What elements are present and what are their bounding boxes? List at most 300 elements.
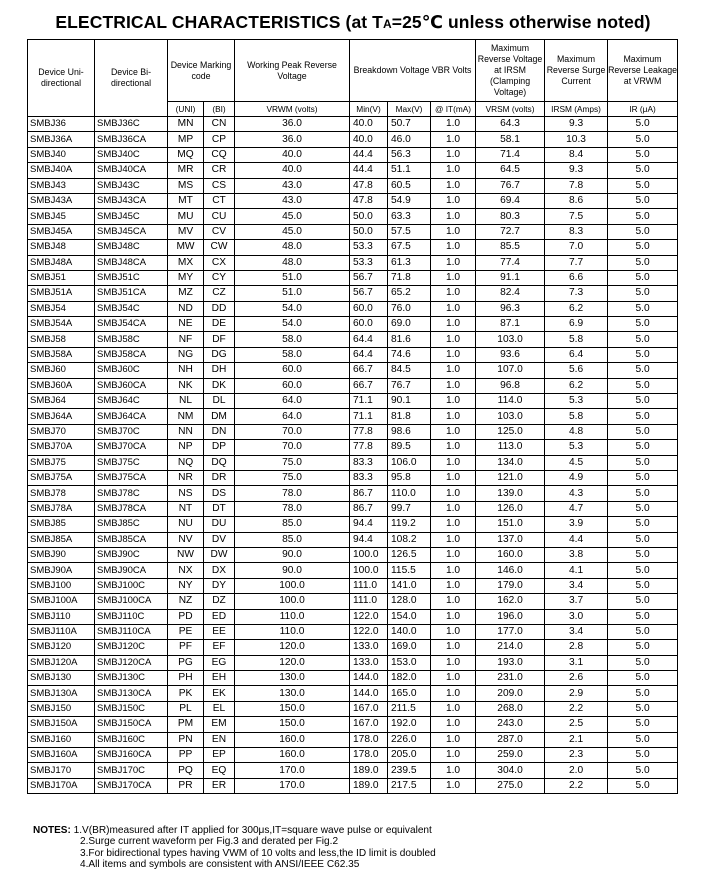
note-2: 2.Surge current waveform per Fig.3 and derated per Fig.2	[80, 836, 339, 848]
cell-irsm: 5.8	[545, 332, 608, 347]
cell-vrwm: 36.0	[235, 132, 350, 147]
cell-vbr-min: 56.7	[350, 286, 388, 301]
cell-vrsm: 193.0	[476, 655, 545, 670]
page-title	[30, 12, 676, 33]
cell-device-uni: SMBJ70A	[28, 440, 95, 455]
note-1-row	[33, 825, 673, 836]
cell-vbr-max: 76.7	[388, 378, 431, 393]
cell-ir: 5.0	[608, 332, 678, 347]
cell-ir: 5.0	[608, 378, 678, 393]
cell-vbr-max: 61.3	[388, 255, 431, 270]
cell-it: 1.0	[431, 409, 476, 424]
cell-it: 1.0	[431, 440, 476, 455]
table-row	[28, 363, 678, 378]
cell-vrsm: 77.4	[476, 255, 545, 270]
table-row	[28, 455, 678, 470]
table-row	[28, 501, 678, 516]
cell-it: 1.0	[431, 209, 476, 224]
cell-ir: 5.0	[608, 178, 678, 193]
cell-vbr-max: 57.5	[388, 224, 431, 239]
cell-marking-uni: NV	[168, 532, 204, 547]
cell-ir: 5.0	[608, 409, 678, 424]
cell-it: 1.0	[431, 748, 476, 763]
cell-device-uni: SMBJ54	[28, 301, 95, 316]
cell-device-uni: SMBJ70	[28, 424, 95, 439]
cell-vbr-min: 94.4	[350, 517, 388, 532]
cell-device-uni: SMBJ75A	[28, 470, 95, 485]
cell-marking-bi: EN	[204, 732, 235, 747]
cell-device-bi: SMBJ43C	[95, 178, 168, 193]
cell-vbr-min: 100.0	[350, 547, 388, 562]
cell-vbr-max: 84.5	[388, 363, 431, 378]
cell-vrsm: 64.3	[476, 117, 545, 132]
cell-marking-uni: MX	[168, 255, 204, 270]
cell-vrwm: 85.0	[235, 517, 350, 532]
cell-ir: 5.0	[608, 594, 678, 609]
cell-marking-uni: NP	[168, 440, 204, 455]
title-main: ELECTRICAL CHARACTERISTICS (at T	[55, 12, 383, 32]
subheader-bi: (BI)	[204, 102, 235, 117]
cell-device-bi: SMBJ90C	[95, 547, 168, 562]
cell-marking-uni: MZ	[168, 286, 204, 301]
table-row	[28, 178, 678, 193]
cell-device-uni: SMBJ78	[28, 486, 95, 501]
cell-vrwm: 78.0	[235, 486, 350, 501]
table-row	[28, 671, 678, 686]
cell-irsm: 8.4	[545, 147, 608, 162]
cell-marking-uni: MP	[168, 132, 204, 147]
cell-vrwm: 170.0	[235, 778, 350, 793]
cell-it: 1.0	[431, 671, 476, 686]
table-row	[28, 409, 678, 424]
table-row	[28, 163, 678, 178]
cell-vrwm: 120.0	[235, 640, 350, 655]
cell-vbr-max: 74.6	[388, 347, 431, 362]
table-row	[28, 532, 678, 547]
cell-ir: 5.0	[608, 686, 678, 701]
cell-device-uni: SMBJ36	[28, 117, 95, 132]
cell-vbr-max: 95.8	[388, 470, 431, 485]
notes-section	[33, 825, 673, 871]
cell-it: 1.0	[431, 732, 476, 747]
table-row	[28, 209, 678, 224]
cell-irsm: 2.3	[545, 748, 608, 763]
cell-device-uni: SMBJ43	[28, 178, 95, 193]
cell-vrwm: 64.0	[235, 409, 350, 424]
cell-vrwm: 60.0	[235, 363, 350, 378]
cell-vrsm: 304.0	[476, 763, 545, 778]
cell-vbr-min: 94.4	[350, 532, 388, 547]
table-row	[28, 193, 678, 208]
cell-irsm: 4.8	[545, 424, 608, 439]
subheader-max: Max(V)	[388, 102, 431, 117]
cell-irsm: 2.2	[545, 778, 608, 793]
cell-it: 1.0	[431, 501, 476, 516]
cell-it: 1.0	[431, 270, 476, 285]
cell-marking-bi: DP	[204, 440, 235, 455]
cell-device-bi: SMBJ54CA	[95, 317, 168, 332]
cell-device-bi: SMBJ110C	[95, 609, 168, 624]
cell-vbr-min: 47.8	[350, 178, 388, 193]
cell-irsm: 2.5	[545, 717, 608, 732]
cell-irsm: 3.7	[545, 594, 608, 609]
cell-vrwm: 43.0	[235, 178, 350, 193]
cell-marking-bi: DY	[204, 578, 235, 593]
cell-device-uni: SMBJ75	[28, 455, 95, 470]
cell-marking-bi: DK	[204, 378, 235, 393]
cell-device-bi: SMBJ85C	[95, 517, 168, 532]
cell-device-bi: SMBJ40CA	[95, 163, 168, 178]
cell-vrwm: 78.0	[235, 501, 350, 516]
cell-marking-uni: NH	[168, 363, 204, 378]
table-row	[28, 347, 678, 362]
cell-irsm: 3.1	[545, 655, 608, 670]
cell-device-bi: SMBJ170C	[95, 763, 168, 778]
cell-ir: 5.0	[608, 655, 678, 670]
cell-marking-bi: DD	[204, 301, 235, 316]
cell-vbr-max: 81.6	[388, 332, 431, 347]
cell-ir: 5.0	[608, 763, 678, 778]
cell-vbr-max: 108.2	[388, 532, 431, 547]
cell-ir: 5.0	[608, 701, 678, 716]
cell-it: 1.0	[431, 547, 476, 562]
cell-irsm: 7.8	[545, 178, 608, 193]
cell-marking-bi: CN	[204, 117, 235, 132]
cell-device-bi: SMBJ100CA	[95, 594, 168, 609]
cell-vrsm: 76.7	[476, 178, 545, 193]
cell-vrsm: 64.5	[476, 163, 545, 178]
cell-vrsm: 93.6	[476, 347, 545, 362]
cell-it: 1.0	[431, 394, 476, 409]
table-row	[28, 563, 678, 578]
cell-vbr-min: 53.3	[350, 255, 388, 270]
header-working-peak-voltage: Working Peak Reverse Voltage	[235, 40, 350, 102]
table-row	[28, 317, 678, 332]
cell-vbr-max: 192.0	[388, 717, 431, 732]
cell-device-bi: SMBJ64C	[95, 394, 168, 409]
cell-it: 1.0	[431, 286, 476, 301]
cell-device-uni: SMBJ78A	[28, 501, 95, 516]
cell-vrwm: 130.0	[235, 671, 350, 686]
cell-irsm: 4.7	[545, 501, 608, 516]
subheader-vrwm: VRWM (volts)	[235, 102, 350, 117]
cell-device-uni: SMBJ60	[28, 363, 95, 378]
cell-device-bi: SMBJ78C	[95, 486, 168, 501]
cell-device-bi: SMBJ75C	[95, 455, 168, 470]
cell-irsm: 10.3	[545, 132, 608, 147]
table-row	[28, 424, 678, 439]
cell-ir: 5.0	[608, 547, 678, 562]
header-device-uni: Device Uni- directional	[28, 40, 95, 117]
cell-device-uni: SMBJ130	[28, 671, 95, 686]
cell-ir: 5.0	[608, 363, 678, 378]
cell-ir: 5.0	[608, 270, 678, 285]
cell-ir: 5.0	[608, 470, 678, 485]
cell-ir: 5.0	[608, 394, 678, 409]
cell-irsm: 2.2	[545, 701, 608, 716]
cell-device-bi: SMBJ110CA	[95, 624, 168, 639]
cell-vrsm: 179.0	[476, 578, 545, 593]
cell-irsm: 4.4	[545, 532, 608, 547]
cell-marking-bi: EQ	[204, 763, 235, 778]
cell-vbr-max: 239.5	[388, 763, 431, 778]
cell-marking-bi: DZ	[204, 594, 235, 609]
cell-vbr-min: 86.7	[350, 501, 388, 516]
table-body	[28, 117, 678, 794]
cell-marking-uni: PN	[168, 732, 204, 747]
cell-marking-bi: CR	[204, 163, 235, 178]
cell-it: 1.0	[431, 578, 476, 593]
cell-vrwm: 75.0	[235, 470, 350, 485]
cell-vrwm: 58.0	[235, 332, 350, 347]
cell-irsm: 9.3	[545, 163, 608, 178]
cell-vbr-min: 111.0	[350, 578, 388, 593]
cell-marking-bi: DU	[204, 517, 235, 532]
cell-marking-bi: EF	[204, 640, 235, 655]
cell-it: 1.0	[431, 532, 476, 547]
cell-vbr-min: 167.0	[350, 717, 388, 732]
cell-ir: 5.0	[608, 732, 678, 747]
cell-irsm: 2.8	[545, 640, 608, 655]
header-surge-current: Maximum Reverse Surge Current	[545, 40, 608, 102]
cell-vbr-max: 81.8	[388, 409, 431, 424]
table-row	[28, 624, 678, 639]
cell-marking-bi: DX	[204, 563, 235, 578]
cell-device-bi: SMBJ150C	[95, 701, 168, 716]
cell-vbr-max: 119.2	[388, 517, 431, 532]
cell-device-bi: SMBJ78CA	[95, 501, 168, 516]
cell-marking-bi: DT	[204, 501, 235, 516]
cell-irsm: 3.4	[545, 578, 608, 593]
cell-marking-uni: PF	[168, 640, 204, 655]
header-reverse-leakage: Maximum Reverse Leakage at VRWM	[608, 40, 678, 102]
cell-marking-uni: NL	[168, 394, 204, 409]
cell-vrwm: 70.0	[235, 440, 350, 455]
cell-vrsm: 146.0	[476, 563, 545, 578]
cell-marking-uni: MN	[168, 117, 204, 132]
cell-vbr-max: 67.5	[388, 240, 431, 255]
cell-device-bi: SMBJ90CA	[95, 563, 168, 578]
cell-vbr-min: 40.0	[350, 132, 388, 147]
note-1: 1.V(BR)measured after IT applied for 300μs,IT=square wave pulse or equivalent	[73, 825, 432, 836]
cell-it: 1.0	[431, 224, 476, 239]
cell-marking-uni: NU	[168, 517, 204, 532]
cell-it: 1.0	[431, 455, 476, 470]
cell-marking-uni: PL	[168, 701, 204, 716]
cell-vbr-min: 122.0	[350, 609, 388, 624]
cell-device-uni: SMBJ170A	[28, 778, 95, 793]
cell-marking-bi: DG	[204, 347, 235, 362]
cell-irsm: 6.6	[545, 270, 608, 285]
cell-device-uni: SMBJ90A	[28, 563, 95, 578]
cell-device-uni: SMBJ100A	[28, 594, 95, 609]
cell-marking-bi: DH	[204, 363, 235, 378]
cell-irsm: 8.6	[545, 193, 608, 208]
cell-marking-uni: PE	[168, 624, 204, 639]
cell-marking-uni: ND	[168, 301, 204, 316]
cell-device-uni: SMBJ150	[28, 701, 95, 716]
subheader-irsm: IRSM (Amps)	[545, 102, 608, 117]
cell-device-bi: SMBJ130C	[95, 671, 168, 686]
cell-ir: 5.0	[608, 624, 678, 639]
cell-marking-uni: MS	[168, 178, 204, 193]
cell-device-uni: SMBJ90	[28, 547, 95, 562]
cell-vrsm: 114.0	[476, 394, 545, 409]
cell-marking-uni: PH	[168, 671, 204, 686]
header-device-bi: Device Bi- directional	[95, 40, 168, 117]
cell-vbr-max: 98.6	[388, 424, 431, 439]
table-row	[28, 255, 678, 270]
subheader-vrsm: VRSM (volts)	[476, 102, 545, 117]
cell-marking-uni: NX	[168, 563, 204, 578]
cell-device-uni: SMBJ36A	[28, 132, 95, 147]
cell-it: 1.0	[431, 363, 476, 378]
table-row	[28, 701, 678, 716]
cell-marking-bi: ED	[204, 609, 235, 624]
cell-vbr-max: 153.0	[388, 655, 431, 670]
cell-vbr-min: 111.0	[350, 594, 388, 609]
header-clamping-voltage: Maximum Reverse Voltage at IRSM (Clamping Voltage)	[476, 40, 545, 102]
cell-device-bi: SMBJ160C	[95, 732, 168, 747]
cell-vrsm: 58.1	[476, 132, 545, 147]
cell-marking-uni: NE	[168, 317, 204, 332]
cell-vbr-min: 44.4	[350, 147, 388, 162]
cell-device-uni: SMBJ85A	[28, 532, 95, 547]
cell-irsm: 6.9	[545, 317, 608, 332]
table-row	[28, 594, 678, 609]
cell-vrwm: 45.0	[235, 224, 350, 239]
cell-device-uni: SMBJ120A	[28, 655, 95, 670]
cell-device-uni: SMBJ150A	[28, 717, 95, 732]
cell-vrwm: 58.0	[235, 347, 350, 362]
cell-irsm: 9.3	[545, 117, 608, 132]
cell-vbr-min: 122.0	[350, 624, 388, 639]
cell-marking-uni: NZ	[168, 594, 204, 609]
cell-vbr-max: 141.0	[388, 578, 431, 593]
cell-marking-bi: CX	[204, 255, 235, 270]
cell-marking-bi: CV	[204, 224, 235, 239]
note-4: 4.All items and symbols are consistent with ANSI/IEEE C62.35	[80, 859, 360, 871]
cell-it: 1.0	[431, 193, 476, 208]
cell-vrwm: 110.0	[235, 609, 350, 624]
cell-irsm: 7.3	[545, 286, 608, 301]
cell-ir: 5.0	[608, 132, 678, 147]
cell-marking-uni: MU	[168, 209, 204, 224]
cell-marking-uni: MY	[168, 270, 204, 285]
cell-device-uni: SMBJ48A	[28, 255, 95, 270]
table-row	[28, 517, 678, 532]
cell-marking-bi: EH	[204, 671, 235, 686]
table-row	[28, 578, 678, 593]
cell-marking-bi: EE	[204, 624, 235, 639]
cell-device-uni: SMBJ160	[28, 732, 95, 747]
cell-device-uni: SMBJ85	[28, 517, 95, 532]
cell-marking-uni: MR	[168, 163, 204, 178]
cell-marking-bi: DQ	[204, 455, 235, 470]
cell-vbr-min: 77.8	[350, 424, 388, 439]
cell-vbr-max: 65.2	[388, 286, 431, 301]
cell-marking-bi: DM	[204, 409, 235, 424]
cell-it: 1.0	[431, 563, 476, 578]
cell-it: 1.0	[431, 624, 476, 639]
subheader-uni: (UNI)	[168, 102, 204, 117]
cell-vrsm: 137.0	[476, 532, 545, 547]
cell-vrsm: 103.0	[476, 409, 545, 424]
cell-device-uni: SMBJ130A	[28, 686, 95, 701]
cell-device-uni: SMBJ58	[28, 332, 95, 347]
cell-device-uni: SMBJ110A	[28, 624, 95, 639]
cell-irsm: 3.9	[545, 517, 608, 532]
cell-vbr-min: 133.0	[350, 655, 388, 670]
cell-it: 1.0	[431, 717, 476, 732]
cell-vrwm: 110.0	[235, 624, 350, 639]
cell-device-bi: SMBJ48C	[95, 240, 168, 255]
note-3: 3.For bidirectional types having VWM of 10 volts and less,the ID limit is doubled	[80, 847, 436, 859]
cell-device-bi: SMBJ130CA	[95, 686, 168, 701]
cell-marking-bi: DS	[204, 486, 235, 501]
cell-vbr-min: 86.7	[350, 486, 388, 501]
cell-vrsm: 243.0	[476, 717, 545, 732]
cell-device-bi: SMBJ58C	[95, 332, 168, 347]
cell-vbr-min: 50.0	[350, 224, 388, 239]
cell-vrsm: 231.0	[476, 671, 545, 686]
cell-irsm: 4.5	[545, 455, 608, 470]
cell-vbr-max: 71.8	[388, 270, 431, 285]
cell-it: 1.0	[431, 117, 476, 132]
cell-vrsm: 162.0	[476, 594, 545, 609]
cell-vrsm: 177.0	[476, 624, 545, 639]
cell-marking-uni: MW	[168, 240, 204, 255]
cell-vbr-max: 76.0	[388, 301, 431, 316]
cell-marking-uni: MQ	[168, 147, 204, 162]
table-row	[28, 301, 678, 316]
cell-vrsm: 96.3	[476, 301, 545, 316]
cell-vbr-min: 83.3	[350, 455, 388, 470]
table-row	[28, 763, 678, 778]
cell-marking-uni: NY	[168, 578, 204, 593]
cell-ir: 5.0	[608, 486, 678, 501]
cell-vbr-min: 100.0	[350, 563, 388, 578]
cell-marking-bi: EK	[204, 686, 235, 701]
cell-device-bi: SMBJ160CA	[95, 748, 168, 763]
cell-ir: 5.0	[608, 517, 678, 532]
cell-ir: 5.0	[608, 286, 678, 301]
cell-irsm: 5.6	[545, 363, 608, 378]
cell-ir: 5.0	[608, 778, 678, 793]
cell-vbr-max: 165.0	[388, 686, 431, 701]
cell-vrsm: 125.0	[476, 424, 545, 439]
cell-ir: 5.0	[608, 440, 678, 455]
cell-device-uni: SMBJ43A	[28, 193, 95, 208]
cell-vbr-max: 110.0	[388, 486, 431, 501]
cell-vrwm: 51.0	[235, 286, 350, 301]
cell-irsm: 4.1	[545, 563, 608, 578]
cell-device-bi: SMBJ100C	[95, 578, 168, 593]
cell-ir: 5.0	[608, 240, 678, 255]
cell-marking-bi: DR	[204, 470, 235, 485]
cell-device-uni: SMBJ120	[28, 640, 95, 655]
table-row	[28, 394, 678, 409]
cell-device-bi: SMBJ36C	[95, 117, 168, 132]
cell-device-bi: SMBJ60C	[95, 363, 168, 378]
cell-it: 1.0	[431, 763, 476, 778]
cell-irsm: 4.9	[545, 470, 608, 485]
cell-vrsm: 134.0	[476, 455, 545, 470]
table-row	[28, 609, 678, 624]
cell-irsm: 2.6	[545, 671, 608, 686]
cell-vrsm: 268.0	[476, 701, 545, 716]
cell-marking-bi: EG	[204, 655, 235, 670]
